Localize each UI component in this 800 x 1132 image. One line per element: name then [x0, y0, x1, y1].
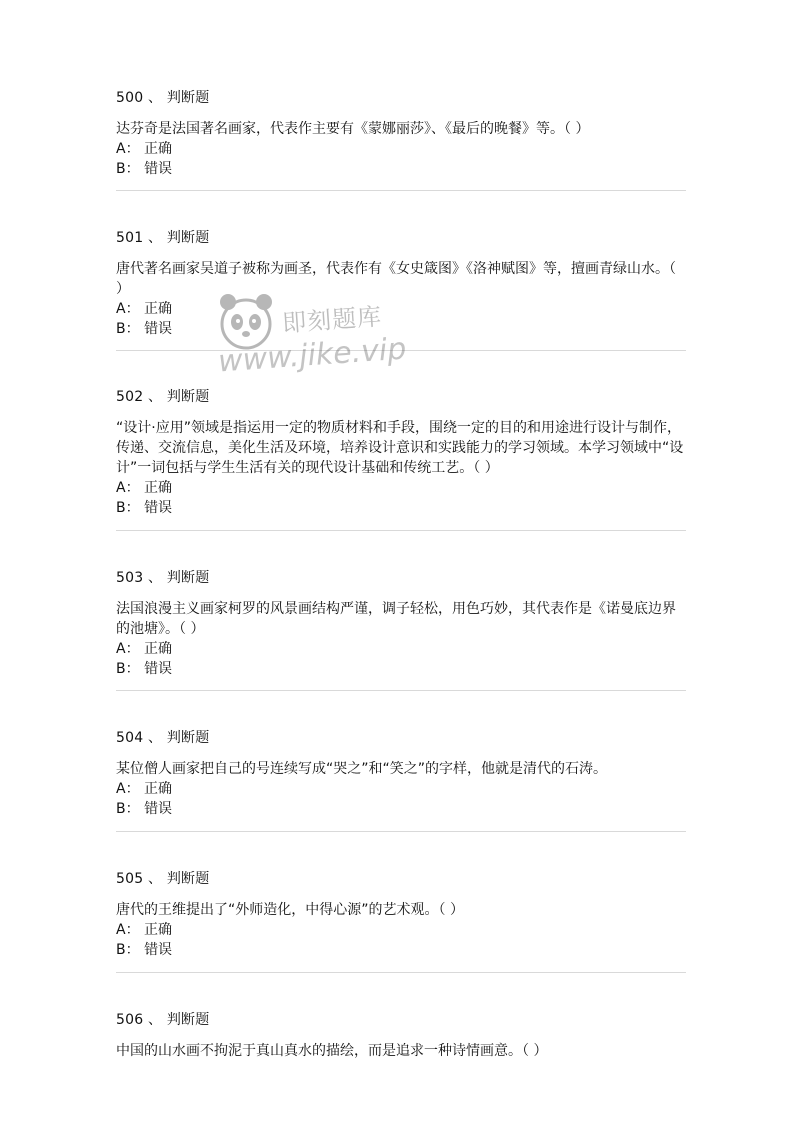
question-number: 506 [116, 1012, 144, 1028]
option-a[interactable] [116, 920, 686, 940]
option-label: 正确 [144, 922, 173, 938]
option-b[interactable] [116, 799, 686, 819]
question-number: 503 [116, 570, 144, 586]
question-text: 唐代的王维提出了“外师造化，中得心源”的艺术观。（ ） [116, 902, 464, 918]
option-key: B： [116, 161, 140, 177]
option-key: A： [116, 480, 140, 496]
option-a[interactable] [116, 478, 686, 498]
question-type: 判断题 [166, 230, 210, 246]
option-label: 正确 [144, 781, 173, 797]
question-text: 唐代著名画家吴道子被称为画圣，代表作有《女史箴图》《洛神赋图》等，擅画青绿山水。（ ） [116, 261, 676, 297]
question-type: 判断题 [166, 389, 210, 405]
option-key: B： [116, 801, 140, 817]
question-header [116, 387, 686, 407]
option-b[interactable] [116, 659, 686, 679]
question-text: 达芬奇是法国著名画家，代表作主要有《蒙娜丽莎》、《最后的晚餐》等。（ ） [116, 121, 590, 137]
option-label: 正确 [144, 641, 173, 657]
question-separator: 、 [147, 230, 163, 246]
option-label: 错误 [144, 500, 173, 516]
option-label: 正确 [144, 480, 173, 496]
option-key: A： [116, 922, 140, 938]
divider [116, 831, 686, 832]
option-a[interactable] [116, 639, 686, 659]
question-type: 判断题 [166, 730, 210, 746]
question-502 [116, 387, 686, 518]
question-header [116, 568, 686, 588]
question-number: 504 [116, 730, 144, 746]
question-type: 判断题 [166, 570, 210, 586]
question-503 [116, 568, 686, 679]
divider [116, 972, 686, 973]
question-number: 501 [116, 230, 144, 246]
question-separator: 、 [147, 871, 163, 887]
question-type: 判断题 [166, 871, 210, 887]
question-separator: 、 [147, 90, 163, 106]
option-key: B： [116, 942, 140, 958]
question-506 [116, 1010, 686, 1061]
option-key: A： [116, 141, 140, 157]
option-key: B： [116, 500, 140, 516]
option-a[interactable] [116, 139, 686, 159]
divider [116, 530, 686, 531]
question-separator: 、 [147, 730, 163, 746]
question-number: 505 [116, 871, 144, 887]
option-b[interactable] [116, 940, 686, 960]
question-type: 判断题 [166, 90, 210, 106]
question-separator: 、 [147, 389, 163, 405]
question-number: 502 [116, 389, 144, 405]
divider [116, 190, 686, 191]
question-header [116, 869, 686, 889]
question-number: 500 [116, 90, 144, 106]
watermark-url: www.jike.vip [217, 331, 408, 380]
question-504 [116, 728, 686, 819]
question-text: “设计·应用”领域是指运用一定的物质材料和手段，围绕一定的目的和用途进行设计与制作，传递、交流信息，美化生活及环境，培养设计意识和实践能力的学习领域。本学习领域中“设计”一词包括与学生生活有关的现代设计基础和传统工艺。（ ） [116, 420, 684, 476]
watermark [214, 286, 424, 386]
question-type: 判断题 [166, 1012, 210, 1028]
option-key: A： [116, 641, 140, 657]
question-505 [116, 869, 686, 960]
question-500 [116, 88, 686, 179]
option-label: 错误 [144, 661, 173, 677]
question-separator: 、 [147, 570, 163, 586]
divider [116, 690, 686, 691]
option-label: 错误 [144, 942, 173, 958]
option-label: 错误 [144, 161, 173, 177]
option-b[interactable] [116, 159, 686, 179]
option-key: B： [116, 661, 140, 677]
option-label: 正确 [144, 301, 173, 317]
option-label: 错误 [144, 801, 173, 817]
question-text: 某位僧人画家把自己的号连续写成“哭之”和“笑之”的字样，他就是清代的石涛。 [116, 761, 608, 777]
question-header [116, 88, 686, 108]
question-text: 中国的山水画不拘泥于真山真水的描绘，而是追求一种诗情画意。（ ） [116, 1043, 548, 1059]
watermark-brand: 即刻题库 [281, 302, 384, 338]
option-key: B： [116, 321, 140, 337]
option-key: A： [116, 301, 140, 317]
option-a[interactable] [116, 779, 686, 799]
question-separator: 、 [147, 1012, 163, 1028]
option-key: A： [116, 781, 140, 797]
question-header [116, 728, 686, 748]
option-b[interactable] [116, 498, 686, 518]
option-label: 正确 [144, 141, 173, 157]
option-label: 错误 [144, 321, 173, 337]
question-header [116, 1010, 686, 1030]
question-header [116, 228, 686, 248]
question-text: 法国浪漫主义画家柯罗的风景画结构严谨，调子轻松，用色巧妙，其代表作是《诺曼底边界的池塘》。（ ） [116, 601, 676, 637]
